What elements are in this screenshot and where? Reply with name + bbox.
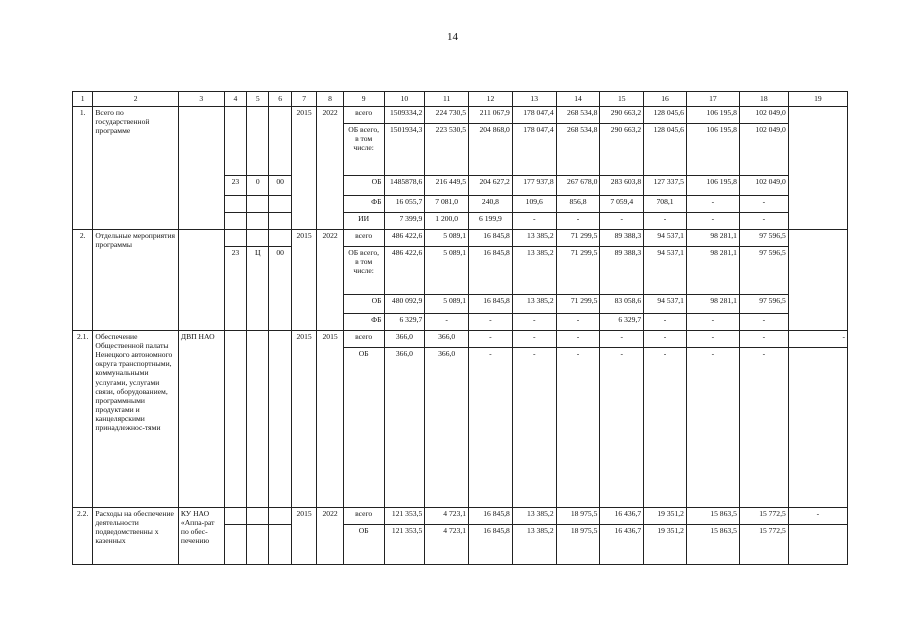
funding-source: всего bbox=[343, 331, 384, 348]
header-cell: 17 bbox=[686, 92, 739, 107]
amount-cell: 13 385,2 bbox=[512, 295, 556, 314]
funding-source: ОБ всего, в том числе: bbox=[343, 247, 384, 295]
amount-cell: 6 329,7 bbox=[600, 314, 644, 331]
amount-cell: 290 663,2 bbox=[600, 124, 644, 176]
funding-source: ОБ bbox=[343, 176, 384, 196]
header-cell: 2 bbox=[93, 92, 179, 107]
amount-cell: 211 067,9 bbox=[469, 107, 513, 124]
amount-cell: 89 388,3 bbox=[600, 247, 644, 295]
amount-cell: - bbox=[739, 314, 788, 331]
amount-cell: - bbox=[600, 213, 644, 230]
code-cell: 0 bbox=[247, 176, 269, 196]
amount-cell: - bbox=[686, 331, 739, 348]
amount-cell: 71 299,5 bbox=[556, 230, 600, 247]
amount-cell: 283 603,8 bbox=[600, 176, 644, 196]
amount-cell: - bbox=[556, 331, 600, 348]
header-cell: 6 bbox=[269, 92, 291, 107]
code-cell: Ц bbox=[247, 247, 269, 331]
header-cell: 9 bbox=[343, 92, 384, 107]
amount-cell: 106 195,8 bbox=[686, 107, 739, 124]
amount-cell: 98 281,1 bbox=[686, 295, 739, 314]
amount-cell: 267 678,0 bbox=[556, 176, 600, 196]
amount-cell: - bbox=[644, 213, 687, 230]
amount-cell: 13 385,2 bbox=[512, 508, 556, 525]
amount-cell: 16 436,7 bbox=[600, 508, 644, 525]
amount-cell: 18 975,5 bbox=[556, 508, 600, 525]
amount-cell: - bbox=[600, 331, 644, 348]
amount-cell: - bbox=[556, 213, 600, 230]
amount-cell: 4 723,1 bbox=[425, 508, 469, 525]
row-number: 2.2. bbox=[73, 508, 93, 565]
amount-cell: 15 863,5 bbox=[686, 508, 739, 525]
funding-source: ОБ bbox=[343, 295, 384, 314]
amount-cell: - bbox=[469, 314, 513, 331]
code-cell: 23 bbox=[224, 247, 246, 331]
amount-cell: - bbox=[469, 331, 513, 348]
amount-cell: - bbox=[556, 348, 600, 508]
amount-cell: 127 337,5 bbox=[644, 176, 687, 196]
amount-cell: 71 299,5 bbox=[556, 295, 600, 314]
amount-cell: - bbox=[739, 196, 788, 213]
amount-cell: 16 845,8 bbox=[469, 508, 513, 525]
amount-cell: 15 863,5 bbox=[686, 525, 739, 565]
header-cell: 11 bbox=[425, 92, 469, 107]
header-cell: 8 bbox=[317, 92, 343, 107]
start-year: 2015 bbox=[291, 331, 316, 508]
header-cell: 15 bbox=[600, 92, 644, 107]
amount-cell: 16 845,8 bbox=[469, 230, 513, 247]
amount-cell: 6 329,7 bbox=[384, 314, 425, 331]
code-cell: 00 bbox=[269, 176, 291, 196]
amount-cell: 106 195,8 bbox=[686, 176, 739, 196]
amount-cell: 240,8 bbox=[469, 196, 513, 213]
amount-cell: 856,8 bbox=[556, 196, 600, 213]
amount-cell: 83 058,6 bbox=[600, 295, 644, 314]
header-row bbox=[73, 92, 848, 107]
funding-source: всего bbox=[343, 107, 384, 124]
table-row bbox=[73, 331, 848, 348]
amount-cell: 178 047,4 bbox=[512, 124, 556, 176]
end-year: 2022 bbox=[317, 107, 343, 230]
amount-cell: - bbox=[686, 213, 739, 230]
amount-cell: 18 975,5 bbox=[556, 525, 600, 565]
note-cell: - bbox=[788, 508, 847, 525]
amount-cell: 128 045,6 bbox=[644, 107, 687, 124]
amount-cell: 5 089,1 bbox=[425, 247, 469, 295]
funding-source: ФБ bbox=[343, 196, 384, 213]
amount-cell: 19 351,2 bbox=[644, 508, 687, 525]
amount-cell: 177 937,8 bbox=[512, 176, 556, 196]
table-row bbox=[73, 107, 848, 124]
amount-cell: 486 422,6 bbox=[384, 230, 425, 247]
amount-cell: 366,0 bbox=[384, 348, 425, 508]
row-name: Обеспечение Общественной палаты Ненецкого автономного округа транспортными, коммунальными услугами, услугами связи, оборудованием, программными продуктами и канцелярскими принадлежнос-тями bbox=[93, 331, 179, 508]
header-cell: 16 bbox=[644, 92, 687, 107]
amount-cell: 16 845,8 bbox=[469, 247, 513, 295]
code-cell: 00 bbox=[269, 247, 291, 331]
amount-cell: 102 049,0 bbox=[739, 176, 788, 196]
code-cell: 23 bbox=[224, 176, 246, 196]
amount-cell: - bbox=[739, 213, 788, 230]
amount-cell: 19 351,2 bbox=[644, 525, 687, 565]
end-year: 2022 bbox=[317, 230, 343, 331]
amount-cell: - bbox=[512, 213, 556, 230]
amount-cell: - bbox=[686, 314, 739, 331]
amount-cell: 486 422,6 bbox=[384, 247, 425, 295]
header-cell: 13 bbox=[512, 92, 556, 107]
amount-cell: 7 081,0 bbox=[425, 196, 469, 213]
amount-cell: 98 281,1 bbox=[686, 230, 739, 247]
funding-source: ОБ всего, в том числе: bbox=[343, 124, 384, 176]
page-number: 14 bbox=[447, 31, 458, 43]
amount-cell: 1509334,2 bbox=[384, 107, 425, 124]
amount-cell: 106 195,8 bbox=[686, 124, 739, 176]
funding-source: ОБ bbox=[343, 525, 384, 565]
amount-cell: 16 436,7 bbox=[600, 525, 644, 565]
amount-cell: 5 089,1 bbox=[425, 230, 469, 247]
amount-cell: - bbox=[469, 348, 513, 508]
header-cell: 3 bbox=[178, 92, 224, 107]
header-cell: 10 bbox=[384, 92, 425, 107]
row-number: 2. bbox=[73, 230, 93, 331]
amount-cell: 98 281,1 bbox=[686, 247, 739, 295]
amount-cell: 121 353,5 bbox=[384, 525, 425, 565]
amount-cell: 13 385,2 bbox=[512, 230, 556, 247]
amount-cell: 290 663,2 bbox=[600, 107, 644, 124]
amount-cell: - bbox=[512, 348, 556, 508]
amount-cell: 216 449,5 bbox=[425, 176, 469, 196]
amount-cell: - bbox=[739, 331, 788, 348]
executor: ДВП НАО bbox=[178, 331, 224, 508]
funding-source: всего bbox=[343, 508, 384, 525]
amount-cell: - bbox=[600, 348, 644, 508]
amount-cell: 97 596,5 bbox=[739, 295, 788, 314]
amount-cell: - bbox=[425, 314, 469, 331]
header-cell: 12 bbox=[469, 92, 513, 107]
amount-cell: 94 537,1 bbox=[644, 247, 687, 295]
amount-cell: 15 772,5 bbox=[739, 525, 788, 565]
header-cell: 7 bbox=[291, 92, 316, 107]
amount-cell: - bbox=[739, 348, 788, 508]
amount-cell: 1485878,6 bbox=[384, 176, 425, 196]
row-number: 1. bbox=[73, 107, 93, 230]
funding-source: всего bbox=[343, 230, 384, 247]
amount-cell: 708,1 bbox=[644, 196, 687, 213]
amount-cell: 16 845,8 bbox=[469, 525, 513, 565]
amount-cell: 16 845,8 bbox=[469, 295, 513, 314]
amount-cell: 13 385,2 bbox=[512, 247, 556, 295]
start-year: 2015 bbox=[291, 508, 316, 565]
amount-cell: - bbox=[686, 196, 739, 213]
table-row bbox=[73, 230, 848, 247]
amount-cell: - bbox=[644, 331, 687, 348]
row-number: 2.1. bbox=[73, 331, 93, 508]
amount-cell: 102 049,0 bbox=[739, 124, 788, 176]
amount-cell: 15 772,5 bbox=[739, 508, 788, 525]
amount-cell: - bbox=[512, 331, 556, 348]
end-year: 2022 bbox=[317, 508, 343, 565]
amount-cell: 366,0 bbox=[425, 348, 469, 508]
amount-cell: 89 388,3 bbox=[600, 230, 644, 247]
funding-source: ФБ bbox=[343, 314, 384, 331]
amount-cell: 94 537,1 bbox=[644, 295, 687, 314]
header-cell: 4 bbox=[224, 92, 246, 107]
amount-cell: 7 059,4 bbox=[600, 196, 644, 213]
amount-cell: 16 055,7 bbox=[384, 196, 425, 213]
row-name: Расходы на обеспечение деятельности подведомственны х казенных bbox=[93, 508, 179, 565]
note-cell: - bbox=[788, 331, 847, 348]
amount-cell: 97 596,5 bbox=[739, 230, 788, 247]
header-cell: 19 bbox=[788, 92, 847, 107]
amount-cell: 97 596,5 bbox=[739, 247, 788, 295]
amount-cell: 366,0 bbox=[425, 331, 469, 348]
row-name: Всего по государственной программе bbox=[93, 107, 179, 230]
amount-cell: 109,6 bbox=[512, 196, 556, 213]
amount-cell: 224 730,5 bbox=[425, 107, 469, 124]
amount-cell: - bbox=[686, 348, 739, 508]
amount-cell: 480 092,9 bbox=[384, 295, 425, 314]
amount-cell: - bbox=[644, 348, 687, 508]
start-year: 2015 bbox=[291, 230, 316, 331]
amount-cell: - bbox=[644, 314, 687, 331]
row-name: Отдельные мероприятия программы bbox=[93, 230, 179, 331]
header-cell: 1 bbox=[73, 92, 93, 107]
amount-cell: 102 049,0 bbox=[739, 107, 788, 124]
budget-table bbox=[72, 91, 848, 565]
funding-source: ИИ bbox=[343, 213, 384, 230]
amount-cell: 268 534,8 bbox=[556, 107, 600, 124]
amount-cell: 178 047,4 bbox=[512, 107, 556, 124]
amount-cell: 1501934,3 bbox=[384, 124, 425, 176]
amount-cell: 5 089,1 bbox=[425, 295, 469, 314]
amount-cell: 204 868,0 bbox=[469, 124, 513, 176]
amount-cell: 7 399,9 bbox=[384, 213, 425, 230]
amount-cell: 94 537,1 bbox=[644, 230, 687, 247]
amount-cell: - bbox=[512, 314, 556, 331]
funding-source: ОБ bbox=[343, 348, 384, 508]
amount-cell: 6 199,9 bbox=[469, 213, 513, 230]
amount-cell: 4 723,1 bbox=[425, 525, 469, 565]
table-row bbox=[73, 508, 848, 525]
start-year: 2015 bbox=[291, 107, 316, 230]
header-cell: 18 bbox=[739, 92, 788, 107]
amount-cell: 204 627,2 bbox=[469, 176, 513, 196]
amount-cell: 268 534,8 bbox=[556, 124, 600, 176]
amount-cell: - bbox=[556, 314, 600, 331]
amount-cell: 13 385,2 bbox=[512, 525, 556, 565]
end-year: 2015 bbox=[317, 331, 343, 508]
header-cell: 5 bbox=[247, 92, 269, 107]
executor: КУ НАО «Аппа-рат по обес-печению bbox=[178, 508, 224, 565]
header-cell: 14 bbox=[556, 92, 600, 107]
amount-cell: 128 045,6 bbox=[644, 124, 687, 176]
amount-cell: 1 200,0 bbox=[425, 213, 469, 230]
amount-cell: 366,0 bbox=[384, 331, 425, 348]
amount-cell: 121 353,5 bbox=[384, 508, 425, 525]
amount-cell: 223 530,5 bbox=[425, 124, 469, 176]
amount-cell: 71 299,5 bbox=[556, 247, 600, 295]
